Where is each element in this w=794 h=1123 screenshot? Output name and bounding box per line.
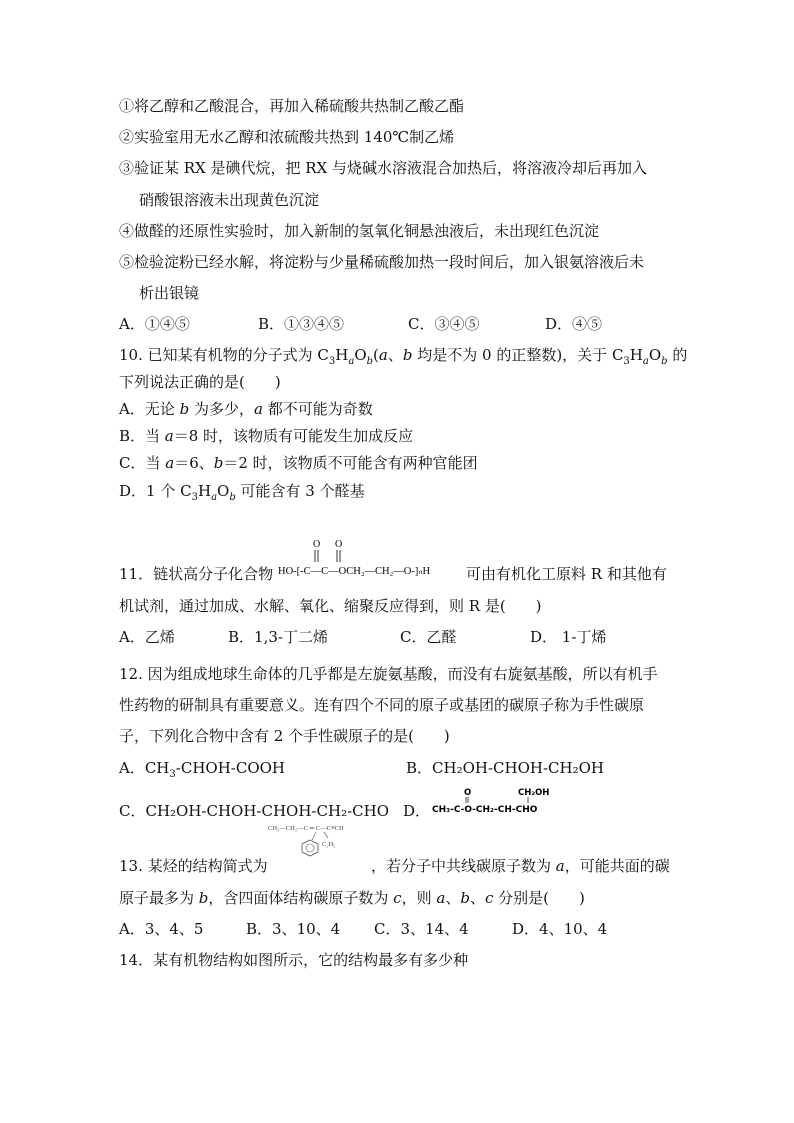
- q12-option-d-structure: [430, 786, 580, 816]
- q12-option-b[interactable]: B．CH₂OH-CHOH-CH₂OH: [406, 759, 604, 777]
- q13-stem-line1-a: 13. 某烃的结构简式为: [119, 857, 268, 875]
- q9-option-b[interactable]: B．①③④⑤: [258, 315, 345, 333]
- q9-option-d[interactable]: D．④⑤: [545, 315, 603, 333]
- q12-option-d[interactable]: D．: [403, 802, 431, 820]
- d-top-ch2oh: CH₂OH: [518, 788, 550, 798]
- q13-option-c[interactable]: C．3、14、4: [374, 920, 469, 938]
- statement-2: ②实验室用无水乙醇和浓硫酸共热到 140℃制乙烯: [119, 128, 455, 146]
- q11-stem-line2: 机试剂，通过加成、水解、氧化、缩聚反应得到，则 R 是( ): [119, 597, 542, 615]
- q12-stem-line1: 12. 因为组成地球生命体的几乎都是左旋氨基酸，而没有右旋氨基酸，所以有机手: [119, 665, 658, 683]
- q14-stem-line1: 14．某有机物结构如图所示，它的结构最多有多少种: [119, 951, 469, 969]
- q13-option-b[interactable]: B．3、10、4: [246, 920, 341, 938]
- q10-stem-line2: 下列说法正确的是( ): [119, 373, 281, 391]
- q13-option-d[interactable]: D．4、10、4: [512, 920, 608, 938]
- q13-structure: [264, 822, 368, 860]
- polymer-o2: O: [335, 539, 343, 550]
- statement-3-cont: 硝酸银溶液未出现黄色沉淀: [139, 191, 320, 209]
- statement-5-cont: 析出银镜: [139, 284, 200, 302]
- benzene-ring-icon: [302, 840, 318, 856]
- q10-stem-line1: 10. 已知某有机物的分子式为 $C_3H_aO_b(a$、b 均是不为 0 的正整数)，关于 $C_3H_aO_b$ 的: [119, 346, 688, 367]
- q11-option-a[interactable]: A．乙烯: [119, 628, 175, 646]
- q9-option-c[interactable]: C．③④⑤: [408, 315, 480, 333]
- polymer-formula: HO-[-C—C—OCH₂—CH₂—O-]ₙH: [278, 566, 431, 577]
- q13-stem-line1-b: ，若分子中共线碳原子数为 a，可能共面的碳: [371, 857, 670, 875]
- q13-option-a[interactable]: A．3、4、5: [119, 920, 204, 938]
- q10-option-b[interactable]: B．当 a＝8 时，该物质有可能发生加成反应: [119, 427, 414, 445]
- q11-option-c[interactable]: C．乙醛: [400, 628, 457, 646]
- d-main: CH₃-C-O-CH₂-CH-CHO: [432, 805, 538, 815]
- q13-struct-chain: CH₃—CH₂—C ═ C—C≡CH: [268, 825, 344, 832]
- q10-option-a[interactable]: A．无论 b 为多少，a 都不可能为奇数: [119, 400, 373, 418]
- q11-option-b[interactable]: B．1,3-丁二烯: [228, 628, 328, 646]
- q10-option-d[interactable]: D．1 个 $C_3H_aO_b$ 可能含有 3 个醛基: [119, 482, 365, 503]
- statement-3: ③验证某 RX 是碘代烷，把 RX 与烧碱水溶液混合加热后，将溶液冷却后再加入: [119, 159, 648, 177]
- q11-stem-line1-a: 11．链状高分子化合物: [119, 565, 274, 583]
- statement-1: ①将乙醇和乙酸混合，再加入稀硫酸共热制乙酸乙酯: [119, 97, 465, 115]
- d-top-o: O: [464, 788, 472, 798]
- q11-option-d[interactable]: D． 1-丁烯: [530, 628, 607, 646]
- q10-option-c[interactable]: C．当 a＝6、b＝2 时，该物质不可能含有两种官能团: [119, 454, 478, 472]
- q13-struct-ethyl: C₂H₅: [322, 841, 336, 848]
- q11-polymer-structure: [276, 536, 464, 582]
- statement-4: ④做醛的还原性实验时，加入新制的氢氧化铜悬浊液后，未出现红色沉淀: [119, 222, 600, 240]
- q11-stem-line1-b: 可由有机化工原料 R 和其他有: [466, 565, 667, 583]
- q12-stem-line3: 子，下列化合物中含有 2 个手性碳原子的是( ): [119, 727, 450, 745]
- q9-option-a[interactable]: A．①④⑤: [119, 315, 190, 333]
- polymer-o1: O: [313, 539, 321, 550]
- q12-option-a[interactable]: A．$CH_3-CHOH$-COOH: [119, 759, 286, 780]
- statement-5: ⑤检验淀粉已经水解，将淀粉与少量稀硫酸加热一段时间后，加入银氨溶液后未: [119, 253, 645, 271]
- q12-stem-line2: 性药物的研制具有重要意义。连有四个不同的原子或基团的碳原子称为手性碳原: [119, 696, 645, 714]
- q13-stem-line2: 原子最多为 b，含四面体结构碳原子数为 c，则 a、b、c 分别是( ): [119, 889, 585, 907]
- q12-option-c[interactable]: C．CH₂OH-CHOH-CHOH-CH₂-CHO: [119, 802, 390, 820]
